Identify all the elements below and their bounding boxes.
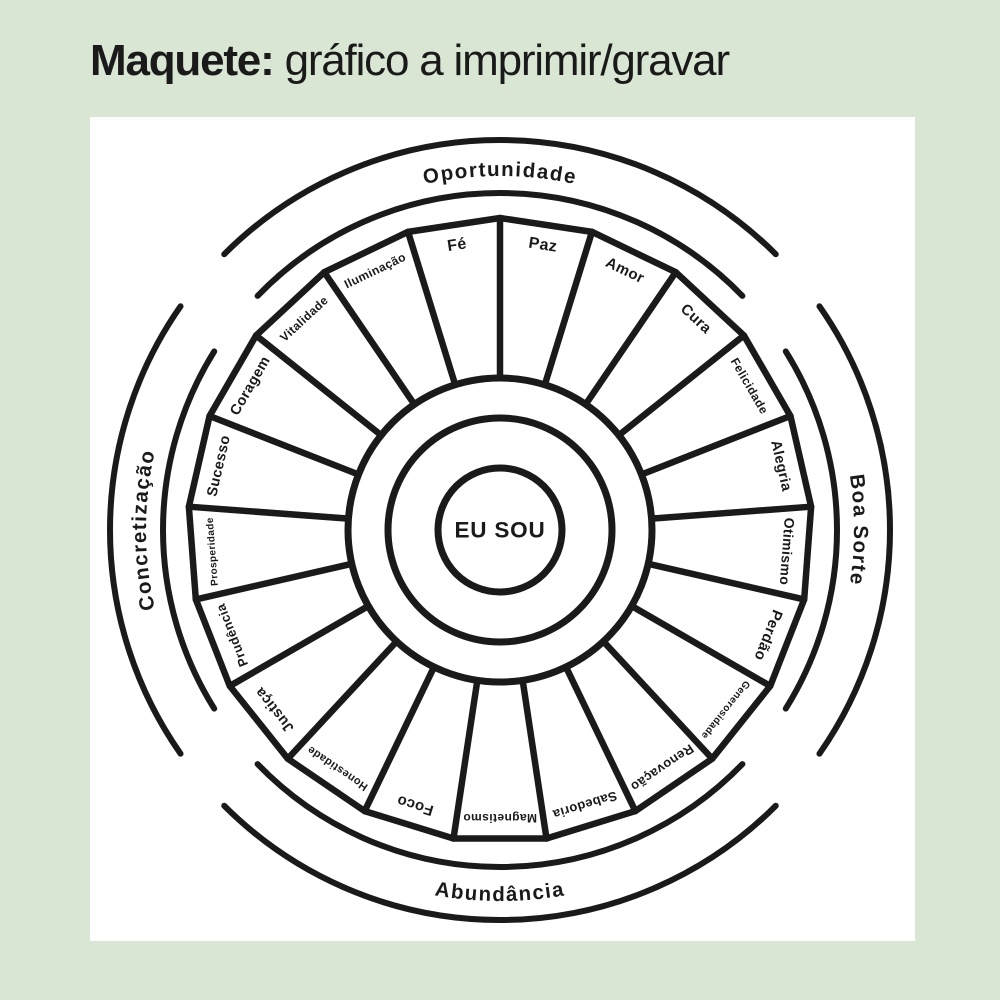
wedge-label-prosperidade: Prosperidade (204, 516, 221, 587)
wedge-label-cura: Cura (676, 300, 715, 338)
center-text: EU SOU (454, 517, 546, 543)
ring-label-bottom-text: Abundância (433, 877, 567, 907)
wedge-label-coragem: Coragem (227, 353, 274, 419)
wedge-label-felicidade: Felicidade (727, 355, 772, 417)
wheel-spoke (586, 272, 676, 404)
ring-label-bottom (433, 877, 566, 906)
wedge-label-paz: Paz (527, 234, 559, 256)
wedge-label-amor: Amor (602, 254, 648, 288)
ring-label-left-text: Concretização (127, 447, 160, 613)
wedge-label-magnetismo: Magnetismo (462, 811, 538, 825)
wedge-label-fe: Fé (446, 235, 468, 256)
wheel-spoke (288, 641, 397, 758)
wheel-spoke (365, 667, 434, 811)
wheel-spoke (603, 641, 712, 758)
ring-label-top-text: Oportunidade (420, 157, 580, 190)
wheel-spoke (230, 606, 369, 686)
wedge-label-otimismo: Otimismo (776, 517, 798, 586)
wedge-label-foco: Foco (394, 791, 436, 819)
page-title-rest: gráfico a imprimir/gravar (284, 36, 729, 85)
ring-label-top (421, 158, 579, 189)
wedge-label-generosidade: Generosidade (698, 678, 752, 741)
wedge-label-vitalidade: Vitalidade (277, 293, 332, 345)
wheel-spoke (189, 507, 349, 519)
wedge-label-justica: Justiça (252, 683, 298, 736)
wheel-spoke (566, 667, 635, 811)
wedge-label-honestidade: Honestidade (305, 743, 371, 793)
page-title-lead: Maquete: (90, 36, 274, 85)
wheel-spoke (619, 335, 744, 435)
wheel-spoke (256, 335, 381, 435)
page-title (90, 36, 729, 86)
ring-label-right (845, 473, 872, 588)
wheel-spoke (632, 606, 771, 686)
wedge-label-prudencia: Prudência (212, 601, 252, 669)
wedge-label-alegria: Alegria (767, 438, 795, 494)
ring-label-right-text: Boa Sorte (844, 472, 873, 588)
wedge-label-sabedoria: Sabedoria (550, 788, 619, 823)
wedge-label-iluminacao: Iluminação (341, 249, 409, 292)
ring-label-left (128, 447, 160, 613)
diagram-card (90, 117, 915, 941)
wedge-label-renovacao: Renovação (627, 741, 697, 795)
wedge-label-perdao: Perdão (750, 607, 786, 664)
wheel-spoke (324, 272, 414, 404)
wheel-diagram (90, 117, 915, 941)
wedge-label-sucesso: Sucesso (204, 433, 234, 499)
